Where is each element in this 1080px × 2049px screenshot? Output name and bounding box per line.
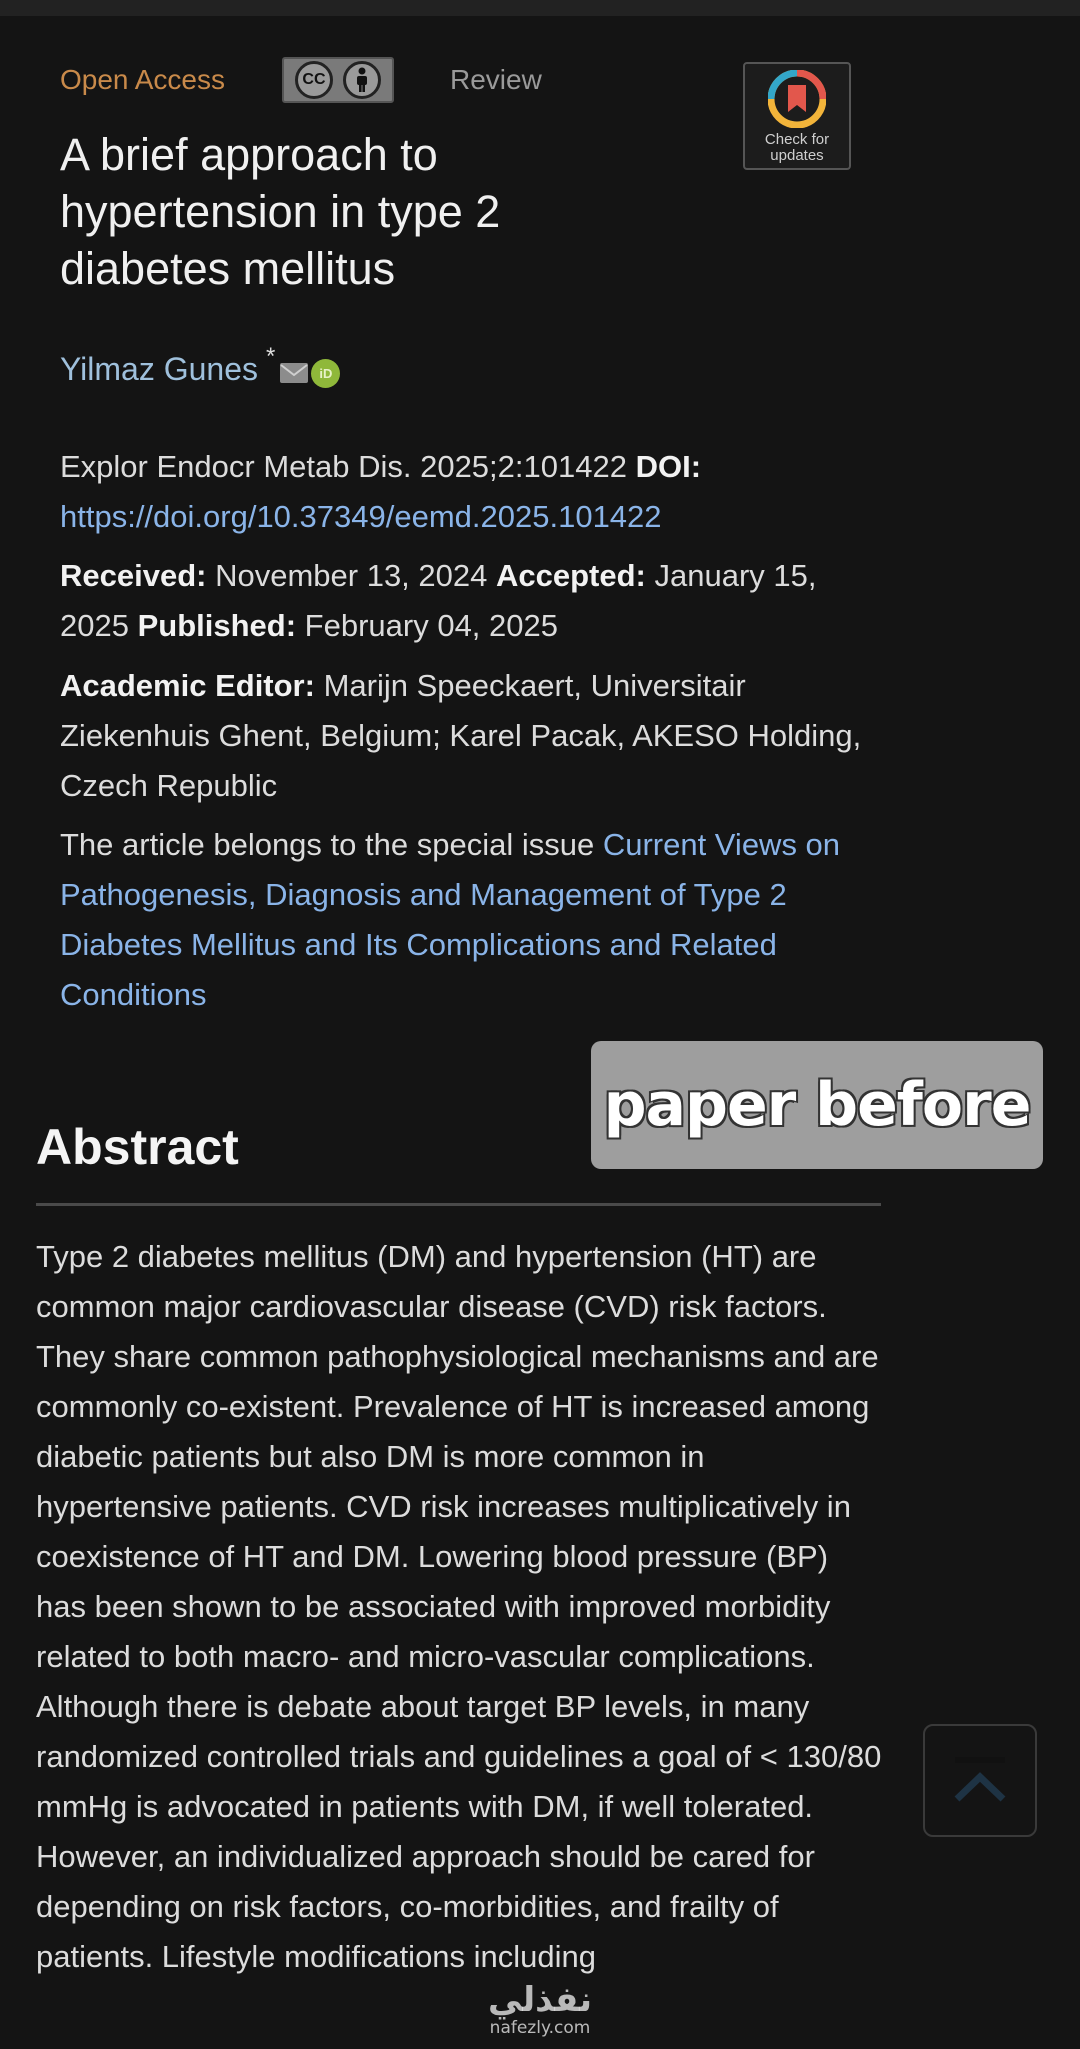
editor-names: Marijn Speeckaert, Universitair Ziekenhuis Ghent, Belgium; Karel Pacak, AKESO Holding, Czech Republic (60, 668, 862, 803)
author-name-link[interactable]: Yilmaz Gunes (60, 350, 258, 387)
overlay-caption-text: paper before (603, 1070, 1031, 1140)
article-meta-row (60, 56, 542, 104)
citation-text: Explor Endocr Metab Dis. 2025;2:101422 (60, 449, 627, 484)
top-status-strip (0, 0, 1080, 16)
received-date: November 13, 2024 (215, 558, 488, 593)
editor-label: Academic Editor: (60, 668, 315, 703)
published-date: February 04, 2025 (304, 608, 558, 643)
special-issue-prefix: The article belongs to the special issue (60, 827, 595, 862)
article-type-label: Review (449, 64, 542, 95)
accepted-date: January 15, 2025 (60, 558, 817, 643)
accepted-label: Accepted: (496, 558, 646, 593)
received-label: Received: (60, 558, 207, 593)
mail-icon[interactable] (279, 362, 309, 384)
back-to-top-button[interactable] (923, 1724, 1037, 1837)
attribution-icon (343, 61, 381, 99)
abstract-divider (36, 1203, 881, 1206)
chevron-up-icon (935, 1751, 1025, 1811)
site-watermark (470, 1982, 610, 2038)
abstract-text: Type 2 diabetes mellitus (DM) and hypertension (HT) are common major cardiovascular disease (CVD) risk factors. They share common pathophysiological mechanisms and are commonly co-existent. Prevalence of HT is increased among diabetic patients but also DM is more common in hypertensive patients. CVD risk increases multiplicatively in coexistence of HT and DM. Lowering blood pressure (BP) has been shown to be associated with improved morbidity related to both macro- and micro-vascular complications. Although there is debate about target BP levels, in many randomized controlled trials and guidelines a goal of < 130/80 mmHg is advocated in patients with DM, if well tolerated. However, an individualized approach should be cared for depending on risk factors, co-morbidities, and frailty of patients. Lifestyle modifications including (36, 1239, 882, 1974)
special-issue-link[interactable]: Current Views on Pathogenesis, Diagnosis and Management of Type 2 Diabetes Mellitus and Its Complications and Related Conditions (60, 827, 841, 1012)
orcid-icon[interactable]: iD (311, 359, 340, 388)
watermark-url: nafezly.com (489, 2018, 591, 2038)
published-label: Published: (137, 608, 297, 643)
journal-citation (60, 442, 880, 542)
special-issue-note (60, 820, 880, 1020)
cc-icon: CC (295, 61, 333, 99)
check-updates-label: Check for updates (764, 131, 830, 164)
article-title: A brief approach to hypertension in type 2 diabetes mellitus (60, 129, 501, 294)
cc-license-badge[interactable] (282, 57, 394, 103)
academic-editor (60, 661, 880, 811)
watermark-logo-text: نفذلي (487, 1980, 593, 2020)
bookmark-ribbon-icon (768, 70, 826, 128)
doi-label: DOI: (635, 449, 702, 484)
check-for-updates-button[interactable] (743, 62, 851, 170)
publication-dates (60, 551, 880, 651)
open-access-label[interactable]: Open Access (60, 64, 225, 95)
author-row (60, 343, 340, 392)
abstract-heading: Abstract (36, 1119, 239, 1175)
doi-link[interactable]: https://doi.org/10.37349/eemd.2025.101422 (60, 499, 662, 534)
corresponding-author-marker: * (266, 343, 276, 370)
overlay-caption (591, 1041, 1043, 1169)
